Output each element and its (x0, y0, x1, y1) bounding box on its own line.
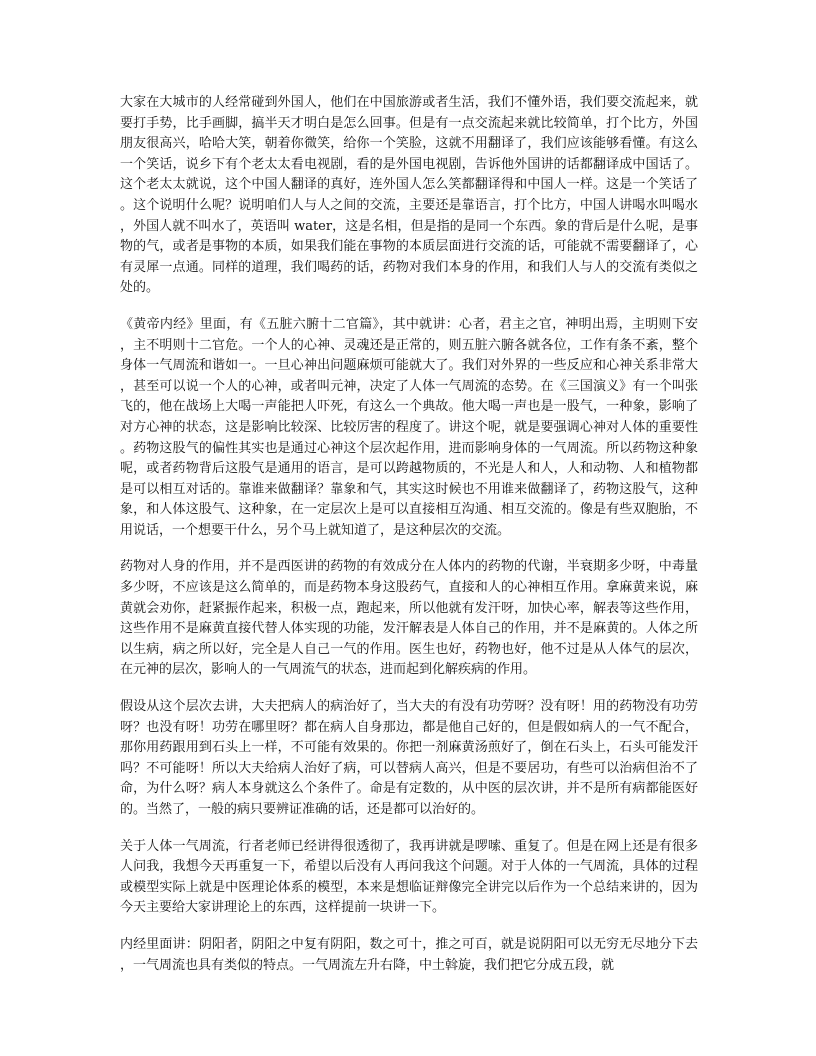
paragraph-yiqi-zhouliu: 关于人体一气周流，行者老师已经讲得很透彻了，我再讲就是啰嗦、重复了。但是在网上还是有很多人问我，我想今天再重复一下，希望以后没有人再问我这个问题。对于人体的一气周流，具体的过程或模型实际上就是中医理论体系的模型，本来是想临证辩像完全讲完以后作为一个总结来讲的，因为今天主要给大家讲理论上的东西，这样提前一块讲一下。 (120, 838, 698, 916)
document-page (120, 93, 698, 992)
paragraph-yin-yang: 内经里面讲：阴阳者，阴阳之中复有阴阳，数之可十，推之可百，就是说阴阳可以无穷无尽地分下去，一气周流也具有类似的特点。一气周流左升右降，中土斡旋，我们把它分成五段，就 (120, 936, 698, 973)
paragraph-huangdi-neijing-heart-spirit: 《黄帝内经》里面，有《五脏六腑十二官篇》，其中就讲：心者，君主之官，神明出焉，主明则下安，主不明则十二官危。一个人的心神、灵魂还是正常的，则五脏六腑各就各位，工作有条不紊，整个身体一气周流和谐如一。一旦心神出问题麻烦可能就大了。我们对外界的一些反应和心神关系非常大，甚至可以说一个人的心神，或者叫元神，决定了人体一气周流的态势。在《三国演义》有一个叫张飞的，他在战场上大喝一声能把人吓死，有这么一个典故。他大喝一声也是一股气，一种象，影响了对方心神的状态，这是影响比较深、比较厉害的程度了。讲这个呢，就是要强调心神对人体的重要性。药物这股气的偏性其实也是通过心神这个层次起作用，进而影响身体的一气周流。所以药物这种象呢，或者药物背后这股气是通用的语言，是可以跨越物质的，不光是人和人，人和动物、人和植物都是可以相互对话的。靠谁来做翻译？靠象和气，其实这时候也不用谁来做翻译了，药物这股气，这种象，和人体这股气、这种象，在一定层次上是可以直接相互沟通、相互交流的。像是有些双胞胎，不用说话，一个想要干什么，另个马上就知道了，是这种层次的交流。 (120, 316, 698, 538)
paragraph-medicine-effect: 药物对人身的作用，并不是西医讲的药物的有效成分在人体内的药物的代谢，半衰期多少呀，中毒量多少呀，不应该是这么简单的，而是药物本身这股药气，直接和人的心神相互作用。拿麻黄来说，麻黄就会劝你，赶紧振作起来，积极一点，跑起来，所以他就有发汗呀，加快心率，解表等这些作用，这些作用不是麻黄直接代替人体实现的功能，发汗解表是人体自己的作用，并不是麻黄的。人体之所以生病，病之所以好，完全是人自己一气的作用。医生也好，药物也好，他不过是从人体气的层次，在元神的层次，影响人的一气周流气的状态，进而起到化解疾病的作用。 (120, 559, 698, 678)
paragraph-foreign-communication: 大家在大城市的人经常碰到外国人，他们在中国旅游或者生活，我们不懂外语，我们要交流起来，就要打手势，比手画脚，搞半天才明白是怎么回事。但是有一点交流起来就比较简单，打个比方，外国朋友很高兴，哈哈大笑，朝着你微笑，给你一个笑脸，这就不用翻译了，我们应该能够看懂。有这么一个笑话，说乡下有个老太太看电视剧，看的是外国电视剧，告诉他外国讲的话都翻译成中国话了。这个老太太就说，这个中国人翻译的真好，连外国人怎么笑都翻译得和中国人一样。这是一个笑话了。这个说明什么呢？说明咱们人与人之间的交流，主要还是靠语言，打个比方，中国人讲喝水叫喝水，外国人就不叫水了，英语叫 water，这是名相，但是指的是同一个东西。象的背后是什么呢，是事物的气，或者是事物的本质，如果我们能在事物的本质层面进行交流的话，可能就不需要翻译了，心有灵犀一点通。同样的道理，我们喝药的话，药物对我们本身的作用，和我们人与人的交流有类似之处的。 (120, 95, 698, 296)
paragraph-doctor-merit: 假设从这个层次去讲，大夫把病人的病治好了，当大夫的有没有功劳呀？没有呀！用的药物没有功劳呀？也没有呀！功劳在哪里呀？都在病人自身那边，都是他自己好的，但是假如病人的一气不配合，那你用药跟用到石头上一样，不可能有效果的。你把一剂麻黄汤煎好了，倒在石头上，石头可能发汗吗？不可能呀！所以大夫给病人治好了病，可以替病人高兴，但是不要居功，有些可以治病但治不了命，为什么呀？病人本身就这么个条件了。命是有定数的，从中医的层次讲，并不是所有病都能医好的。当然了，一般的病只要辨证准确的话，还是都可以治好的。 (120, 699, 698, 817)
